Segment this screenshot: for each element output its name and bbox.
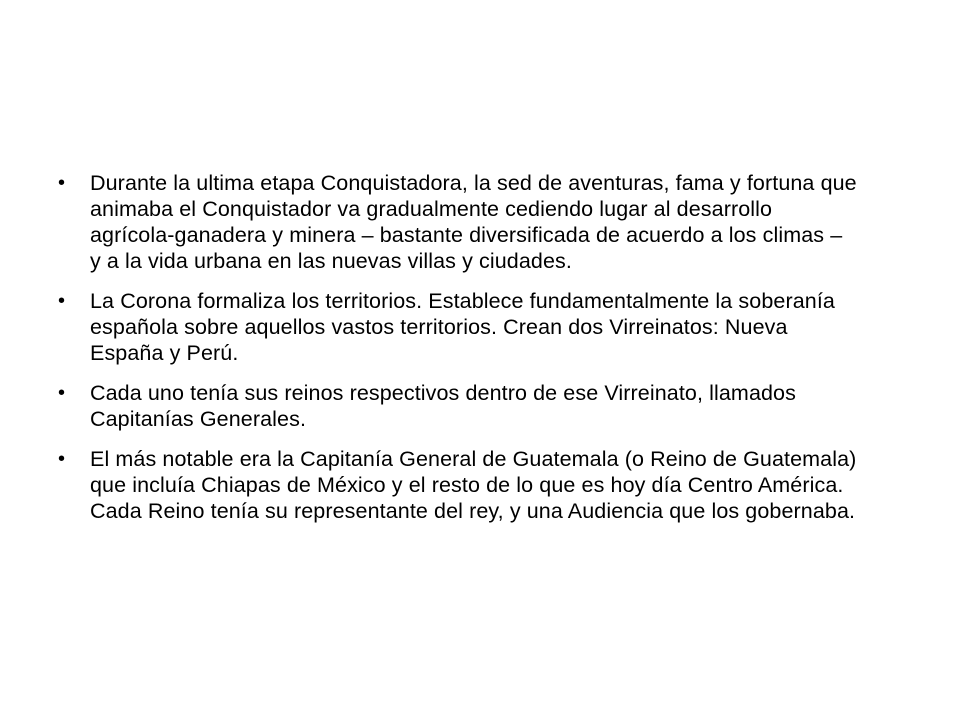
bullet-item-4 bbox=[58, 446, 858, 524]
bullet-dot-icon: • bbox=[58, 448, 66, 470]
bullet-text: Cada uno tenía sus reinos respectivos dentro de ese Virreinato, llamados Capitanías Generales. bbox=[90, 381, 796, 431]
bullet-item-1 bbox=[58, 170, 858, 274]
bullet-dot-icon: • bbox=[58, 290, 66, 312]
bullet-dot-icon: • bbox=[58, 382, 66, 404]
bullet-text: La Corona formaliza los territorios. Establece fundamentalmente la soberanía española sobre aquellos vastos territorios. Crean dos Virreinatos: Nueva España y Perú. bbox=[90, 289, 835, 365]
bullet-item-3 bbox=[58, 380, 858, 432]
bullet-dot-icon: • bbox=[58, 172, 66, 194]
bullet-text: El más notable era la Capitanía General de Guatemala (o Reino de Guatemala) que incluía Chiapas de México y el resto de lo que es hoy día Centro América. Cada Reino tenía su representante del rey, y una Audiencia que los gobernaba. bbox=[90, 447, 857, 523]
bullet-item-2 bbox=[58, 288, 858, 366]
bullet-list bbox=[58, 170, 858, 538]
bullet-text: Durante la ultima etapa Conquistadora, la sed de aventuras, fama y fortuna que animaba el Conquistador va gradualmente cediendo lugar al desarrollo agrícola-ganadera y minera – bastante diversificada de acuerdo a los climas – y a la vida urbana en las nuevas villas y ciudades. bbox=[90, 171, 857, 273]
